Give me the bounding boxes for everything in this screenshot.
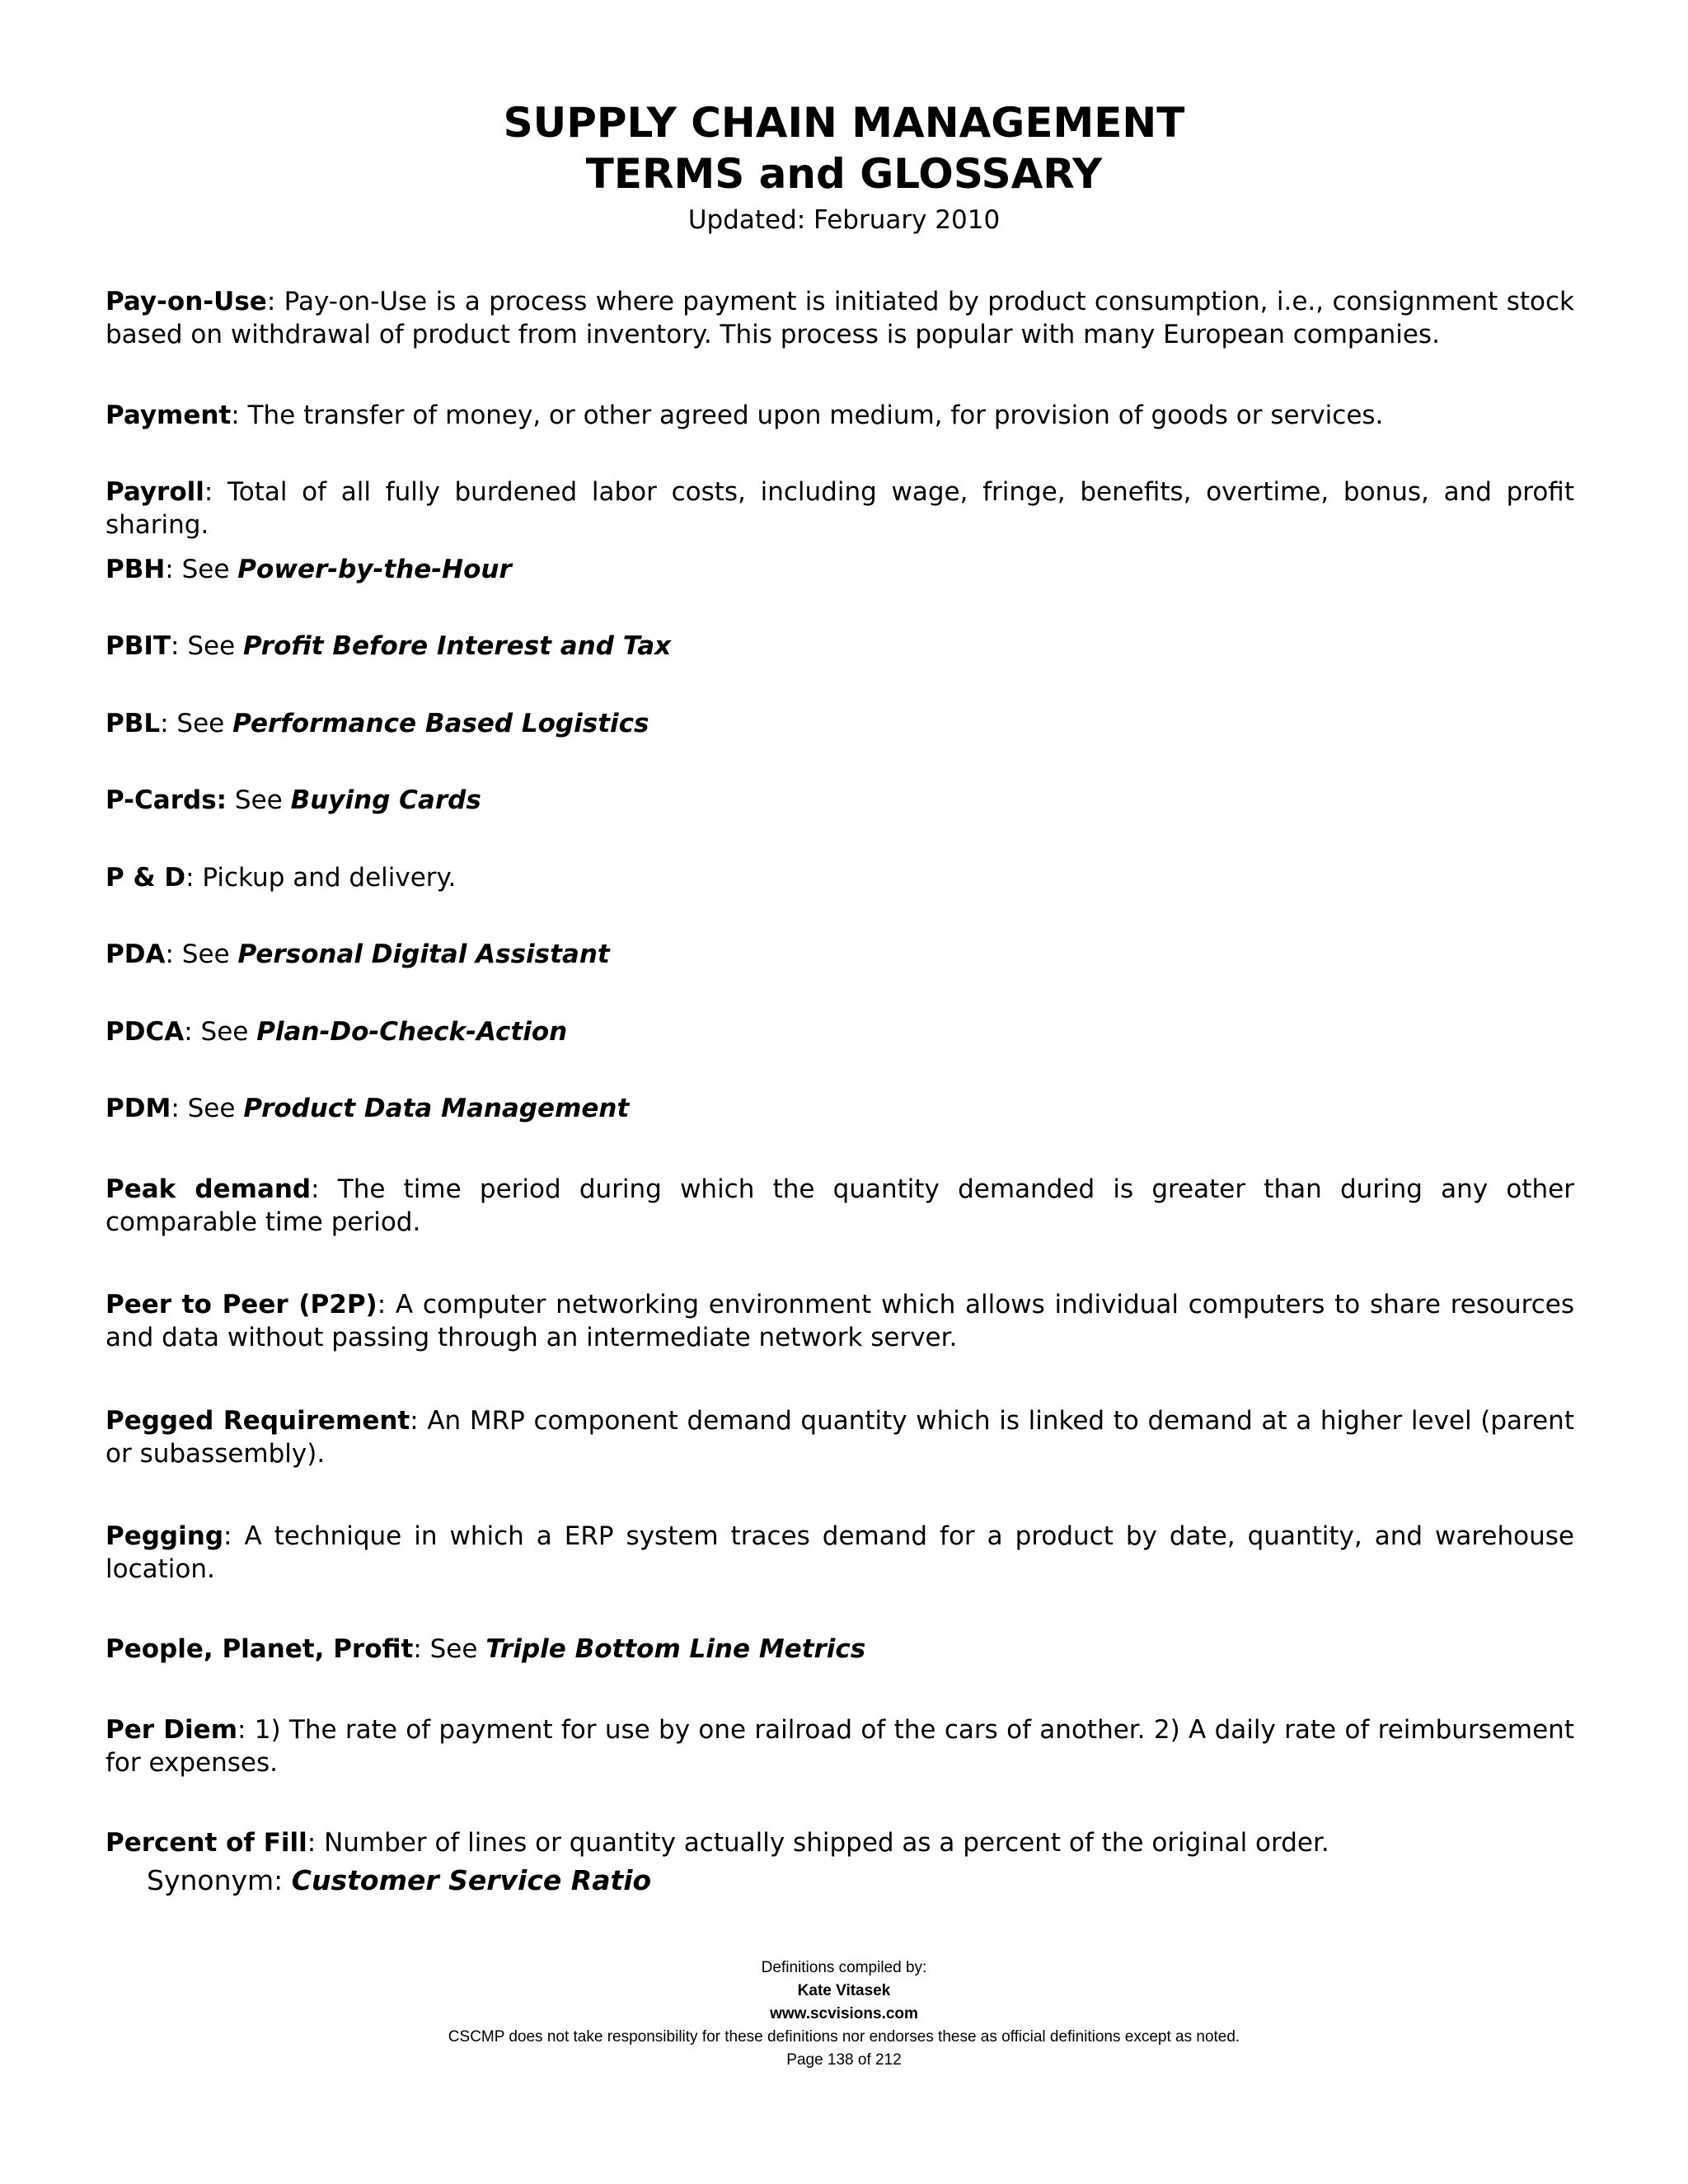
glossary-definition: See [176, 709, 233, 738]
glossary-definition: See [234, 785, 291, 815]
term-separator: : [223, 1521, 245, 1551]
glossary-see-reference: Profit Before Interest and Tax [243, 631, 672, 661]
glossary-term: Pegged Requirement [106, 1406, 410, 1436]
glossary-term: People, Planet, Profit [106, 1634, 414, 1664]
updated-date: Updated: February 2010 [687, 205, 1001, 235]
synonym-line [147, 1864, 651, 1897]
glossary-see-reference: Triple Bottom Line Metrics [485, 1634, 866, 1664]
term-separator: : [231, 401, 248, 430]
glossary-term: PBL [106, 709, 161, 738]
synonym-reference: Customer Service Ratio [291, 1864, 652, 1896]
footer-author: Kate Vitasek [797, 1982, 891, 1999]
glossary-entry [106, 1092, 1574, 1125]
glossary-term: Pay-on-Use [106, 287, 267, 316]
term-separator [227, 785, 235, 815]
glossary-see-reference: Power-by-the-Hour [237, 555, 512, 584]
glossary-entry [106, 1404, 1574, 1470]
glossary-entry [106, 630, 1574, 663]
glossary-entry [106, 553, 1574, 586]
footer-page-number: Page 138 of 212 [786, 2051, 902, 2069]
term-separator: : [171, 1094, 188, 1123]
term-separator: : [266, 287, 284, 316]
term-separator: : [377, 1290, 396, 1319]
glossary-entry [106, 476, 1574, 541]
glossary-see-reference: Product Data Management [243, 1094, 630, 1123]
glossary-entry [106, 1015, 1574, 1048]
glossary-entry [106, 1520, 1574, 1586]
glossary-definition: The transfer of money, or other agreed upon medium, for provision of goods or services. [247, 401, 1384, 430]
glossary-term: Pegging [106, 1521, 224, 1551]
glossary-definition: A computer networking environment which allows individual computers to share resources and data without passing through an intermediate network server. [106, 1290, 1574, 1352]
term-separator: : [410, 1406, 428, 1436]
glossary-term: Payroll [106, 477, 204, 507]
term-separator: : [165, 555, 182, 584]
term-separator: : [185, 863, 203, 893]
glossary-see-reference: Performance Based Logistics [232, 709, 649, 738]
glossary-entry [106, 399, 1574, 432]
term-separator: : [204, 477, 228, 507]
glossary-definition: Pickup and delivery. [202, 863, 457, 893]
glossary-term: PBH [106, 555, 166, 584]
footer-disclaimer: CSCMP does not take responsibility for these definitions nor endorses these as official definitions except as noted. [448, 2028, 1240, 2046]
glossary-entry [106, 784, 1574, 817]
glossary-entry [106, 1288, 1574, 1354]
glossary-term: Peak demand [106, 1174, 312, 1204]
term-separator: : [160, 709, 177, 738]
glossary-definition: An MRP component demand quantity which is linked to demand at a higher level (parent or subassembly). [106, 1406, 1574, 1469]
document-title-line-2: TERMS and GLOSSARY [585, 150, 1103, 198]
term-separator: : [307, 1828, 325, 1858]
glossary-definition: Total of all fully burdened labor costs, including wage, fringe, benefits, overtime, bonus, and profit sharing. [106, 477, 1574, 540]
glossary-see-reference: Buying Cards [290, 785, 481, 815]
term-separator: : [171, 631, 188, 661]
page-footer [0, 1957, 1688, 2072]
glossary-entry [106, 1826, 1574, 1859]
glossary-term: Per Diem [106, 1715, 237, 1745]
footer-compiled-by: Definitions compiled by: [761, 1959, 927, 1976]
glossary-term: PDA [106, 940, 166, 969]
term-separator: : [311, 1174, 338, 1204]
glossary-definition: A technique in which a ERP system traces demand for a product by date, quantity, and warehouse location. [106, 1521, 1574, 1584]
glossary-definition: See [200, 1017, 257, 1047]
glossary-definition: See [187, 631, 244, 661]
glossary-definition: The time period during which the quantity demanded is greater than during any other comparable time period. [106, 1174, 1574, 1237]
glossary-definition: Number of lines or quantity actually shipped as a percent of the original order. [324, 1828, 1329, 1858]
glossary-term: P & D [106, 863, 186, 893]
glossary-definition: See [181, 940, 238, 969]
glossary-entry [106, 1713, 1574, 1779]
glossary-term: PBIT [106, 631, 171, 661]
glossary-term: Peer to Peer (P2P) [106, 1290, 377, 1319]
glossary-term: Payment [106, 401, 232, 430]
glossary-entry [106, 938, 1574, 971]
glossary-see-reference: Personal Digital Assistant [237, 940, 610, 969]
document-header [0, 97, 1688, 239]
glossary-definition: See [429, 1634, 486, 1664]
glossary-entry [106, 1633, 1574, 1666]
glossary-entry [106, 285, 1574, 351]
document-title-line-1: SUPPLY CHAIN MANAGEMENT [503, 99, 1185, 147]
glossary-entry [106, 707, 1574, 740]
term-separator: : [237, 1715, 255, 1745]
footer-website: www.scvisions.com [770, 2005, 918, 2022]
glossary-definition: Pay-on-Use is a process where payment is initiated by product consumption, i.e., consignment stock based on withdrawal of product from inventory. This process is popular with many European companies. [106, 287, 1574, 349]
glossary-term: P-Cards: [106, 785, 227, 815]
glossary-definition: See [187, 1094, 244, 1123]
glossary-term: PDM [106, 1094, 171, 1123]
glossary-definition: 1) The rate of payment for use by one railroad of the cars of another. 2) A daily rate of reimbursement for expenses. [106, 1715, 1574, 1778]
term-separator: : [184, 1017, 201, 1047]
glossary-term: Percent of Fill [106, 1828, 307, 1858]
term-separator: : [413, 1634, 430, 1664]
glossary-entry [106, 861, 1574, 894]
synonym-label: Synonym: [147, 1864, 292, 1896]
term-separator: : [165, 940, 182, 969]
glossary-see-reference: Plan-Do-Check-Action [256, 1017, 568, 1047]
glossary-entry [106, 1173, 1574, 1239]
glossary-definition: See [181, 555, 238, 584]
glossary-term: PDCA [106, 1017, 185, 1047]
